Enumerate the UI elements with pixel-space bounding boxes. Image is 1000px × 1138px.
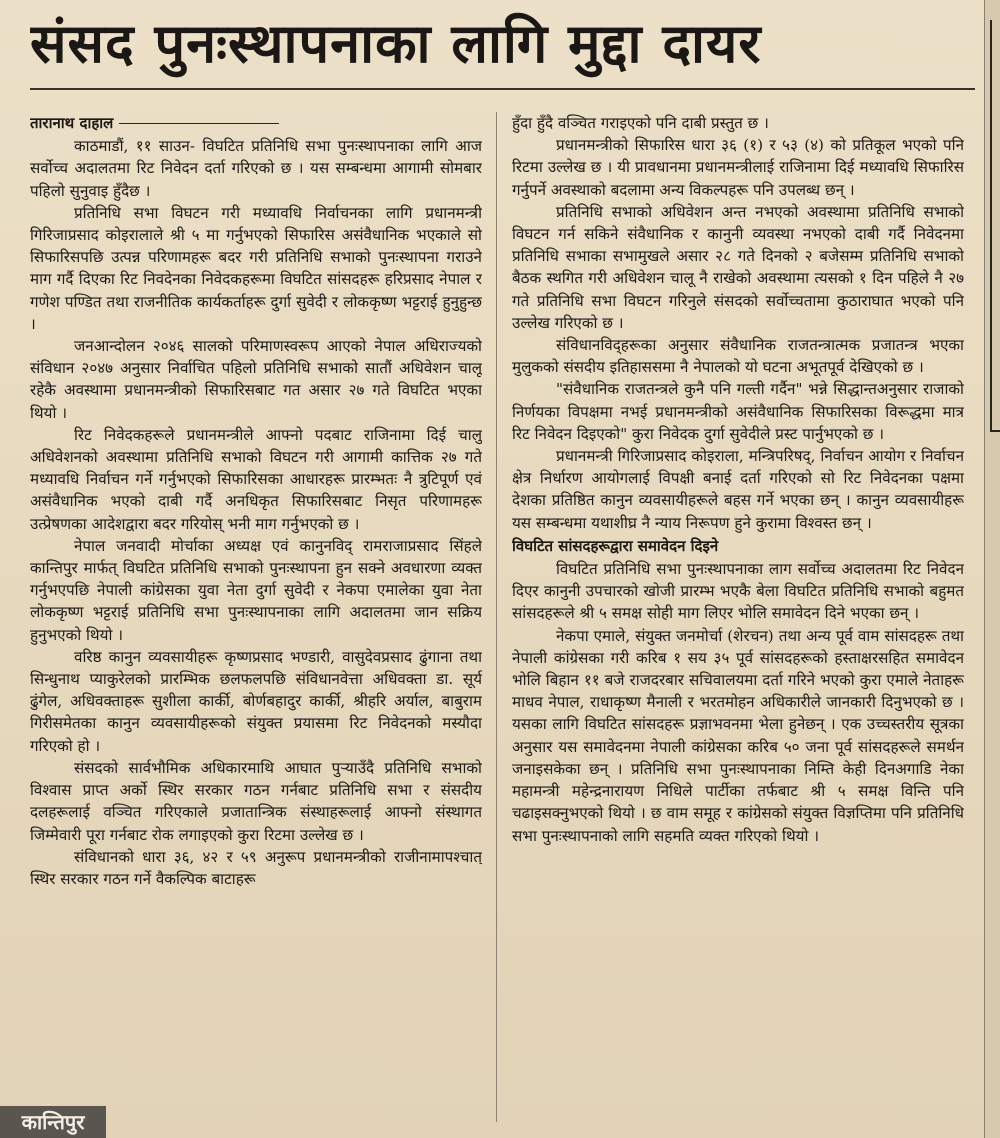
column-divider bbox=[496, 112, 497, 1122]
paragraph: प्रधानमन्त्री गिरिजाप्रसाद कोइराला, मन्त्रिपरिषद्, निर्वाचन आयोग र निर्वाचन क्षेत्र निर्धारण आयोगलाई विपक्षी बनाई दर्ता गरिएको सो रिट निवेदनका पक्षमा देशका प्रतिष्ठित कानुन व्यवसायीहरूले बहस गर्ने भएका छन् । कानुन व्यवसायीहरू यस सम्बन्धमा यथाशीघ्र नै न्याय निरूपण हुने कुरामा विश्वस्त छन् । bbox=[512, 447, 964, 532]
paragraph: नेकपा एमाले, संयुक्त जनमोर्चा (शेरचन) तथा अन्य पूर्व वाम सांसदहरू तथा नेपाली कांग्रेसका गरी करिब १ सय ३५ पूर्व सांसदहरूको हस्ताक्षरसहित समावेदन भोलि बिहान ११ बजे राजदरबार सचिवालयमा दर्ता गरिने भएको कुरा एमाले नेताहरू माधव नेपाल, राधाकृष्ण मैनाली र भरतमोहन अधिकारीले जानकारी दिनुभएको छ । यसका लागि विघटित सांसदहरू प्रज्ञाभवनमा भेला हुनेछन् । एक उच्चस्तरीय सूत्रका अनुसार यस समावेदनमा नेपाली कांग्रेसका करिब ५० जना पूर्व सांसदहरूले समर्थन जनाइसकेका छन् । प्रतिनिधि सभा पुनःस्थापनाका निम्ति केही दिनअगाडि नेका महामन्त्री महेन्द्रनारायण निधिले पार्टीका तर्फबाट श्री ५ समक्ष विन्ति पनि चढाइसक्नुभएको थियो । छ वाम समूह र कांग्रेसको संयुक्त विज्ञप्तिमा पनि प्रतिनिधि सभा पुनःस्थापनाको लागि सहमति व्यक्त गरिएको थियो । bbox=[512, 626, 964, 845]
headline: संसद पुनःस्थापनाका लागि मुद्दा दायर bbox=[30, 12, 762, 75]
paragraph: रिट निवेदकहरूले प्रधानमन्त्रीले आफ्नो पदबाट राजिनामा दिई चालु अधिवेशनको अवस्थामा प्रतिनिधि सभाको विघटन गरी आगामी कात्तिक २७ गते मध्यावधि निर्वाचन गर्ने गर्नुभएको सिफारिसका आधारहरू प्रारम्भतः नै त्रुटिपूर्ण एवं असंवैधानिक भएको दाबी गर्दै अनधिकृत सिफारिसबाट निसृत परिणामहरू उत्प्रेषणका आदेशद्वारा बदर गरियोस् भनी माग गर्नुभएको छ । bbox=[30, 425, 482, 533]
byline-rule bbox=[119, 123, 279, 124]
paragraph: संविधानको धारा ३६, ४२ र ५९ अनुरूप प्रधानमन्त्रीको राजीनामापश्चात् स्थिर सरकार गठन गर्ने वैकल्पिक बाटाहरू bbox=[30, 847, 482, 888]
paragraph: प्रतिनिधि सभाको अधिवेशन अन्त नभएको अवस्थामा प्रतिनिधि सभाको विघटन गर्न सकिने संवैधानिक र कानुनी व्यवस्था नभएको दाबी गर्दै निवेदनमा प्रतिनिधि सभाका सभामुखले असार २८ गते दिनको २ बजेसम्म प्रतिनिधि सभाको बैठक स्थगित गरी अधिवेशन चालू नै राखेको अवस्थामा त्यसको १ दिन पहिले नै २७ गते प्रतिनिधि सभा विघटन गरिनुले संसदको सर्वोच्चतामा कुठाराघात भएको पनि उल्लेख गरिएको छ । bbox=[512, 202, 964, 332]
article-column-right bbox=[512, 112, 964, 1122]
paragraph: "संवैधानिक राजतन्त्रले कुनै पनि गल्ती गर्दैन" भन्ने सिद्धान्तअनुसार राजाको निर्णयका विपक्षमा नभई प्रधानमन्त्रीको असंवैधानिक सिफारिसका विरूद्धमा मात्र रिट निवेदन दिइएको" कुरा निवेदक दुर्गा सुवेदीले प्रस्ट पार्नुभएको छ । bbox=[512, 380, 964, 443]
subheading: विघटित सांसदहरूद्वारा समावेदन दिइने bbox=[512, 536, 719, 555]
article-column-left bbox=[30, 112, 482, 1122]
paragraph: प्रतिनिधि सभा विघटन गरी मध्यावधि निर्वाचनका लागि प्रधानमन्त्री गिरिजाप्रसाद कोइरालाले श्री ५ मा गर्नुभएको सिफारिस असंवैधानिक भएकाले सो सिफारिसपछि उत्पन्न परिणामहरू बदर गरी प्रतिनिधि सभाको पुनःस्थापना गराउने माग गर्दै दिएका रिट निवदेनका निवेदकहरूमा विघटित सांसदहरू हरिप्रसाद नेपाल र गणेश पण्डित तथा राजनीतिक कार्यकर्ताहरू दुर्गा सुवेदी र लोककृष्ण भट्टराई हुनुहुन्छ । bbox=[30, 203, 482, 333]
paragraph: वरिष्ठ कानुन व्यवसायीहरू कृष्णप्रसाद भण्डारी, वासुदेवप्रसाद ढुंगाना तथा सिन्धुनाथ प्याकुरेलको प्रारम्भिक छलफलपछि संविधानवेत्ता अधिवक्ता डा. सूर्य ढुंगेल, अधिवक्ताहरू सुशीला कार्की, बोर्णबहादुर कार्की, श्रीहरि अर्याल, बाबुराम गिरीसमेतका कानुन व्यवसायीहरूको संयुक्त प्रयासमा रिट निवेदनको मस्यौदा गरिएको हो । bbox=[30, 647, 482, 755]
paragraph: संविधानविद्हरूका अनुसार संवैधानिक राजतन्त्रात्मक प्रजातन्त्र भएका मुलुकको संसदीय इतिहाससमा नै नेपालको यो घटना अभूतपूर्व देखिएको छ । bbox=[512, 336, 964, 377]
paragraph: संसदको सार्वभौमिक अधिकारमाथि आघात पुऱ्याउँदै प्रतिनिधि सभाको विश्वास प्राप्त अर्को स्थिर सरकार गठन गर्नबाट प्रतिनिधि सभा र संसदीय दलहरूलाई वञ्चित गरिएकाले प्रजातान्त्रिक संस्थाहरूलाई आफ्नो संस्थागत जिम्मेवारी पूरा गर्नबाट रोक लगाइएको कुरा रिटमा उल्लेख छ । bbox=[30, 758, 482, 844]
headline-rule bbox=[30, 88, 975, 90]
publication-logo: कान्तिपुर bbox=[0, 1106, 106, 1138]
byline bbox=[30, 112, 482, 134]
paragraph: काठमाडौं, ११ साउन- विघटित प्रतिनिधि सभा पुनःस्थापनाका लागि आज सर्वोच्च अदालतमा रिट निवेदन दर्ता गरिएको छ । यस सम्बन्धमा आगामी सोमबार पहिलो सुनुवाइ हुँदैछ । bbox=[30, 137, 482, 200]
paragraph: विघटित प्रतिनिधि सभा पुनःस्थापनाका लाग सर्वोच्च अदालतमा रिट निवेदन दिएर कानुनी उपचारको खोजी प्रारम्भ भएकै बेला विघटित प्रतिनिधि सभाको बहुमत सांसदहरूले श्री ५ समक्ष सोही माग लिएर भोलि समावेदन दिने भएका छन् । bbox=[512, 560, 964, 623]
paragraph: प्रधानमन्त्रीको सिफारिस धारा ३६ (१) र ५३ (४) को प्रतिकूल भएको पनि रिटमा उल्लेख छ । यी प्रावधानमा प्रधानमन्त्रीलाई राजिनामा दिई मध्यावधि सिफारिस गर्नुपर्ने अवस्थाको बदलामा अन्य विकल्पहरू पनि उपलब्ध छन् । bbox=[512, 136, 964, 199]
adjacent-box-border bbox=[990, 20, 1000, 432]
paragraph: जनआन्दोलन २०४६ सालको परिमाणस्वरूप आएको नेपाल अधिराज्यको संविधान २०४७ अनुसार निर्वाचित पहिलो प्रतिनिधि सभाको सातौं अधिवेशन चालू रहेकै अवस्थामा प्रधानमन्त्रीको सिफारिसबाट गत असार २७ गते विघटित भएका थियो । bbox=[30, 337, 482, 422]
byline-author: तारानाथ दाहाल bbox=[30, 114, 114, 132]
paragraph: नेपाल जनवादी मोर्चाका अध्यक्ष एवं कानुनविद् रामराजाप्रसाद सिंहले कान्तिपुर मार्फत् विघटित प्रतिनिधि सभाको पुनःस्थापना हुन सक्ने अवधारणा व्यक्त गर्नुभएपछि नेपाली कांग्रेसका युवा नेता दुर्गा सुवेदी र नेकपा एमालेका युवा नेता लोककृष्ण भट्टराई प्रतिनिधि सभा पुनःस्थापनाका लागि अदालतमा जान सक्रिय हुनुभएको थियो । bbox=[30, 536, 482, 644]
paragraph-continued: हुँदा हुँदै वञ्चित गराइएको पनि दाबी प्रस्तुत छ । bbox=[512, 114, 769, 132]
